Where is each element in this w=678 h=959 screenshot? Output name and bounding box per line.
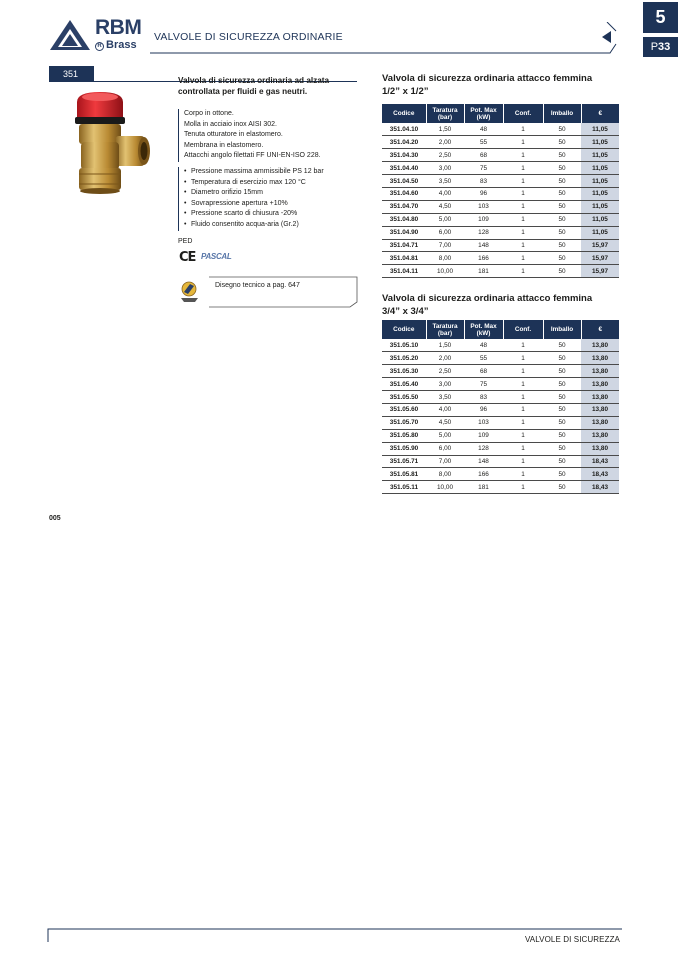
table-row xyxy=(382,403,619,416)
price-table-3-4 xyxy=(382,320,619,494)
cell-potmax: 109 xyxy=(464,429,503,442)
cell-codice: 351.05.10 xyxy=(382,339,426,352)
cell-price: 13,80 xyxy=(581,429,619,442)
cell-price: 11,05 xyxy=(581,149,619,162)
cell-conf: 1 xyxy=(503,239,543,252)
cell-conf: 1 xyxy=(503,200,543,213)
ce-mark-icon: CE xyxy=(179,250,196,265)
cell-price: 11,05 xyxy=(581,200,619,213)
cell-price: 11,05 xyxy=(581,187,619,200)
table-row xyxy=(382,391,619,404)
cell-potmax: 96 xyxy=(464,187,503,200)
cell-potmax: 103 xyxy=(464,416,503,429)
cell-taratura: 8,00 xyxy=(426,252,464,265)
cell-price: 13,80 xyxy=(581,391,619,404)
cell-conf: 1 xyxy=(503,226,543,239)
cell-codice: 351.05.40 xyxy=(382,378,426,391)
col-taratura: Taratura (bar) xyxy=(426,320,464,339)
cell-price: 13,80 xyxy=(581,352,619,365)
table-row xyxy=(382,365,619,378)
cell-price: 18,43 xyxy=(581,455,619,468)
cell-potmax: 68 xyxy=(464,365,503,378)
table-row xyxy=(382,481,619,494)
cell-conf: 1 xyxy=(503,352,543,365)
cell-conf: 1 xyxy=(503,365,543,378)
table2-title: Valvola di sicurezza ordinaria attacco femmina 3/4” x 3/4” xyxy=(382,293,593,317)
col-codice: Codice xyxy=(382,320,426,339)
col-imballo: Imballo xyxy=(543,320,581,339)
table-row xyxy=(382,175,619,188)
cell-potmax: 75 xyxy=(464,162,503,175)
cell-conf: 1 xyxy=(503,403,543,416)
logo-brand: RBM xyxy=(95,16,142,39)
table1-title: Valvola di sicurezza ordinaria attacco femmina 1/2” x 1/2” xyxy=(382,73,593,97)
cell-price: 11,05 xyxy=(581,226,619,239)
cell-imballo: 50 xyxy=(543,175,581,188)
pascal-logo: PASCAL xyxy=(201,252,232,261)
table-row xyxy=(382,416,619,429)
cell-codice: 351.05.81 xyxy=(382,468,426,481)
cell-potmax: 128 xyxy=(464,226,503,239)
cell-imballo: 50 xyxy=(543,429,581,442)
cell-price: 13,80 xyxy=(581,365,619,378)
cell-taratura: 4,50 xyxy=(426,416,464,429)
cell-codice: 351.05.71 xyxy=(382,455,426,468)
logo-triangle-icon xyxy=(49,19,91,51)
table-row xyxy=(382,429,619,442)
cell-price: 11,05 xyxy=(581,213,619,226)
cell-imballo: 50 xyxy=(543,378,581,391)
footer-section: VALVOLE DI SICUREZZA xyxy=(524,935,620,944)
chapter-number: 5 xyxy=(643,2,678,33)
safety-valve-image xyxy=(55,88,155,198)
tech-drawing-box xyxy=(178,276,358,308)
cell-price: 18,43 xyxy=(581,481,619,494)
cell-price: 13,80 xyxy=(581,442,619,455)
cell-conf: 1 xyxy=(503,339,543,352)
cell-taratura: 3,50 xyxy=(426,175,464,188)
table-row xyxy=(382,442,619,455)
ped-label: PED xyxy=(178,238,193,245)
cell-codice: 351.04.11 xyxy=(382,265,426,278)
table-row xyxy=(382,200,619,213)
cell-codice: 351.04.90 xyxy=(382,226,426,239)
table-row xyxy=(382,226,619,239)
cell-codice: 351.04.71 xyxy=(382,239,426,252)
cell-taratura: 2,50 xyxy=(426,365,464,378)
cell-imballo: 50 xyxy=(543,187,581,200)
cell-conf: 1 xyxy=(503,213,543,226)
table-row xyxy=(382,239,619,252)
cell-potmax: 109 xyxy=(464,213,503,226)
side-code: 005 xyxy=(49,515,61,522)
cell-potmax: 83 xyxy=(464,391,503,404)
cell-taratura: 3,50 xyxy=(426,391,464,404)
cell-imballo: 50 xyxy=(543,239,581,252)
cell-taratura: 3,00 xyxy=(426,162,464,175)
cell-conf: 1 xyxy=(503,455,543,468)
cell-potmax: 166 xyxy=(464,252,503,265)
back-arrow-icon xyxy=(602,31,611,43)
cell-codice: 351.04.40 xyxy=(382,162,426,175)
col-conf: Conf. xyxy=(503,104,543,123)
cell-codice: 351.04.20 xyxy=(382,136,426,149)
cell-imballo: 50 xyxy=(543,123,581,136)
cell-conf: 1 xyxy=(503,162,543,175)
cell-imballo: 50 xyxy=(543,352,581,365)
cell-conf: 1 xyxy=(503,416,543,429)
cell-codice: 351.05.50 xyxy=(382,391,426,404)
cell-potmax: 48 xyxy=(464,123,503,136)
cell-potmax: 103 xyxy=(464,200,503,213)
col-taratura: Taratura (bar) xyxy=(426,104,464,123)
table-row xyxy=(382,352,619,365)
cell-codice: 351.04.81 xyxy=(382,252,426,265)
cell-potmax: 148 xyxy=(464,455,503,468)
cell-price: 11,05 xyxy=(581,175,619,188)
cell-imballo: 50 xyxy=(543,416,581,429)
table-row xyxy=(382,162,619,175)
cell-potmax: 48 xyxy=(464,339,503,352)
cell-codice: 351.04.80 xyxy=(382,213,426,226)
table-header-row xyxy=(382,104,619,123)
cell-potmax: 68 xyxy=(464,149,503,162)
cell-potmax: 83 xyxy=(464,175,503,188)
table-row xyxy=(382,339,619,352)
description-line: Membrana in elastomero. xyxy=(184,141,264,149)
cell-conf: 1 xyxy=(503,442,543,455)
cell-codice: 351.05.90 xyxy=(382,442,426,455)
col-price: € xyxy=(581,320,619,339)
spec-item: • Pressione scarto di chiusura -20% xyxy=(184,209,358,220)
cell-taratura: 8,00 xyxy=(426,468,464,481)
cell-conf: 1 xyxy=(503,468,543,481)
table-row xyxy=(382,468,619,481)
cell-taratura: 1,50 xyxy=(426,339,464,352)
col-potmax: Pot. Max (kW) xyxy=(464,104,503,123)
cell-conf: 1 xyxy=(503,123,543,136)
description-line: Attacchi angolo filettati FF UNI-EN-ISO 228. xyxy=(184,152,321,160)
table-row xyxy=(382,378,619,391)
cell-imballo: 50 xyxy=(543,162,581,175)
cell-taratura: 7,00 xyxy=(426,239,464,252)
cell-codice: 351.05.70 xyxy=(382,416,426,429)
cell-imballo: 50 xyxy=(543,265,581,278)
table-row xyxy=(382,149,619,162)
product-specs xyxy=(178,167,358,231)
spec-item: • Sovrapressione apertura +10% xyxy=(184,199,358,210)
spec-item: • Pressione massima ammissibile PS 12 bar xyxy=(184,167,358,178)
table-row xyxy=(382,455,619,468)
page-number: P33 xyxy=(643,37,678,57)
cell-taratura: 4,00 xyxy=(426,403,464,416)
cell-price: 15,97 xyxy=(581,239,619,252)
table-row xyxy=(382,187,619,200)
cell-price: 11,05 xyxy=(581,162,619,175)
cell-codice: 351.04.30 xyxy=(382,149,426,162)
cell-conf: 1 xyxy=(503,481,543,494)
cell-price: 11,05 xyxy=(581,136,619,149)
cell-potmax: 96 xyxy=(464,403,503,416)
logo-brand-sub: R Brass xyxy=(95,39,137,51)
registered-icon: R xyxy=(95,42,104,51)
price-table-1-2 xyxy=(382,104,619,278)
cell-potmax: 75 xyxy=(464,378,503,391)
cell-imballo: 50 xyxy=(543,136,581,149)
cell-potmax: 166 xyxy=(464,468,503,481)
cell-conf: 1 xyxy=(503,136,543,149)
cell-taratura: 2,50 xyxy=(426,149,464,162)
cell-codice: 351.05.30 xyxy=(382,365,426,378)
cell-imballo: 50 xyxy=(543,481,581,494)
cell-imballo: 50 xyxy=(543,339,581,352)
spec-item: • Diametro orifizio 15mm xyxy=(184,188,358,199)
cell-conf: 1 xyxy=(503,175,543,188)
cell-imballo: 50 xyxy=(543,226,581,239)
cell-imballo: 50 xyxy=(543,149,581,162)
cell-taratura: 7,00 xyxy=(426,455,464,468)
cell-imballo: 50 xyxy=(543,455,581,468)
cell-taratura: 4,50 xyxy=(426,200,464,213)
cell-conf: 1 xyxy=(503,429,543,442)
col-codice: Codice xyxy=(382,104,426,123)
table-row xyxy=(382,136,619,149)
cell-potmax: 55 xyxy=(464,136,503,149)
description-line: Corpo in ottone. xyxy=(184,110,234,117)
cell-taratura: 5,00 xyxy=(426,429,464,442)
description-line: Molla in acciaio inox AISI 302. xyxy=(184,120,277,128)
product-description xyxy=(178,109,358,162)
cell-taratura: 6,00 xyxy=(426,442,464,455)
product-code-tag: 351 xyxy=(49,66,94,82)
cell-potmax: 181 xyxy=(464,265,503,278)
cell-potmax: 148 xyxy=(464,239,503,252)
cell-taratura: 2,00 xyxy=(426,136,464,149)
cell-price: 13,80 xyxy=(581,378,619,391)
table-row xyxy=(382,252,619,265)
cell-conf: 1 xyxy=(503,149,543,162)
cell-taratura: 6,00 xyxy=(426,226,464,239)
cell-price: 11,05 xyxy=(581,123,619,136)
cell-codice: 351.04.10 xyxy=(382,123,426,136)
cell-codice: 351.04.70 xyxy=(382,200,426,213)
table-row xyxy=(382,213,619,226)
table-row xyxy=(382,265,619,278)
cell-price: 13,80 xyxy=(581,403,619,416)
product-title: Valvola di sicurezza ordinaria ad alzata controllata per fluidi e gas neutri. xyxy=(178,76,330,96)
description-line: Tenuta otturatore in elastomero. xyxy=(184,131,283,139)
cell-price: 15,97 xyxy=(581,252,619,265)
col-price: € xyxy=(581,104,619,123)
cell-taratura: 2,00 xyxy=(426,352,464,365)
table-row xyxy=(382,123,619,136)
page-title: VALVOLE DI SICUREZZA ORDINARIE xyxy=(154,31,343,43)
cell-price: 13,80 xyxy=(581,416,619,429)
cell-imballo: 50 xyxy=(543,365,581,378)
cell-conf: 1 xyxy=(503,378,543,391)
col-imballo: Imballo xyxy=(543,104,581,123)
col-conf: Conf. xyxy=(503,320,543,339)
cell-imballo: 50 xyxy=(543,468,581,481)
cell-codice: 351.05.80 xyxy=(382,429,426,442)
tech-drawing-link[interactable]: Disegno tecnico a pag. 647 xyxy=(215,282,300,289)
cell-codice: 351.05.60 xyxy=(382,403,426,416)
cell-taratura: 4,00 xyxy=(426,187,464,200)
cell-imballo: 50 xyxy=(543,442,581,455)
rbm-brass-logo xyxy=(49,16,149,53)
col-potmax: Pot. Max (kW) xyxy=(464,320,503,339)
cell-conf: 1 xyxy=(503,391,543,404)
cell-imballo: 50 xyxy=(543,252,581,265)
cell-conf: 1 xyxy=(503,265,543,278)
cell-imballo: 50 xyxy=(543,403,581,416)
cell-taratura: 1,50 xyxy=(426,123,464,136)
cell-potmax: 128 xyxy=(464,442,503,455)
cell-taratura: 10,00 xyxy=(426,481,464,494)
cell-codice: 351.05.11 xyxy=(382,481,426,494)
cell-taratura: 10,00 xyxy=(426,265,464,278)
cell-price: 15,97 xyxy=(581,265,619,278)
cell-potmax: 55 xyxy=(464,352,503,365)
cell-codice: 351.05.20 xyxy=(382,352,426,365)
cell-taratura: 3,00 xyxy=(426,378,464,391)
table-header-row xyxy=(382,320,619,339)
spec-item: • Fluido consentito acqua-aria (Gr.2) xyxy=(184,220,358,231)
cell-imballo: 50 xyxy=(543,391,581,404)
cell-conf: 1 xyxy=(503,187,543,200)
cell-price: 18,43 xyxy=(581,468,619,481)
cell-codice: 351.04.50 xyxy=(382,175,426,188)
cell-taratura: 5,00 xyxy=(426,213,464,226)
spec-item: • Temperatura di esercizio max 120 °C xyxy=(184,178,358,189)
cell-codice: 351.04.60 xyxy=(382,187,426,200)
cell-imballo: 50 xyxy=(543,200,581,213)
cell-price: 13,80 xyxy=(581,339,619,352)
cell-potmax: 181 xyxy=(464,481,503,494)
cell-imballo: 50 xyxy=(543,213,581,226)
cell-conf: 1 xyxy=(503,252,543,265)
